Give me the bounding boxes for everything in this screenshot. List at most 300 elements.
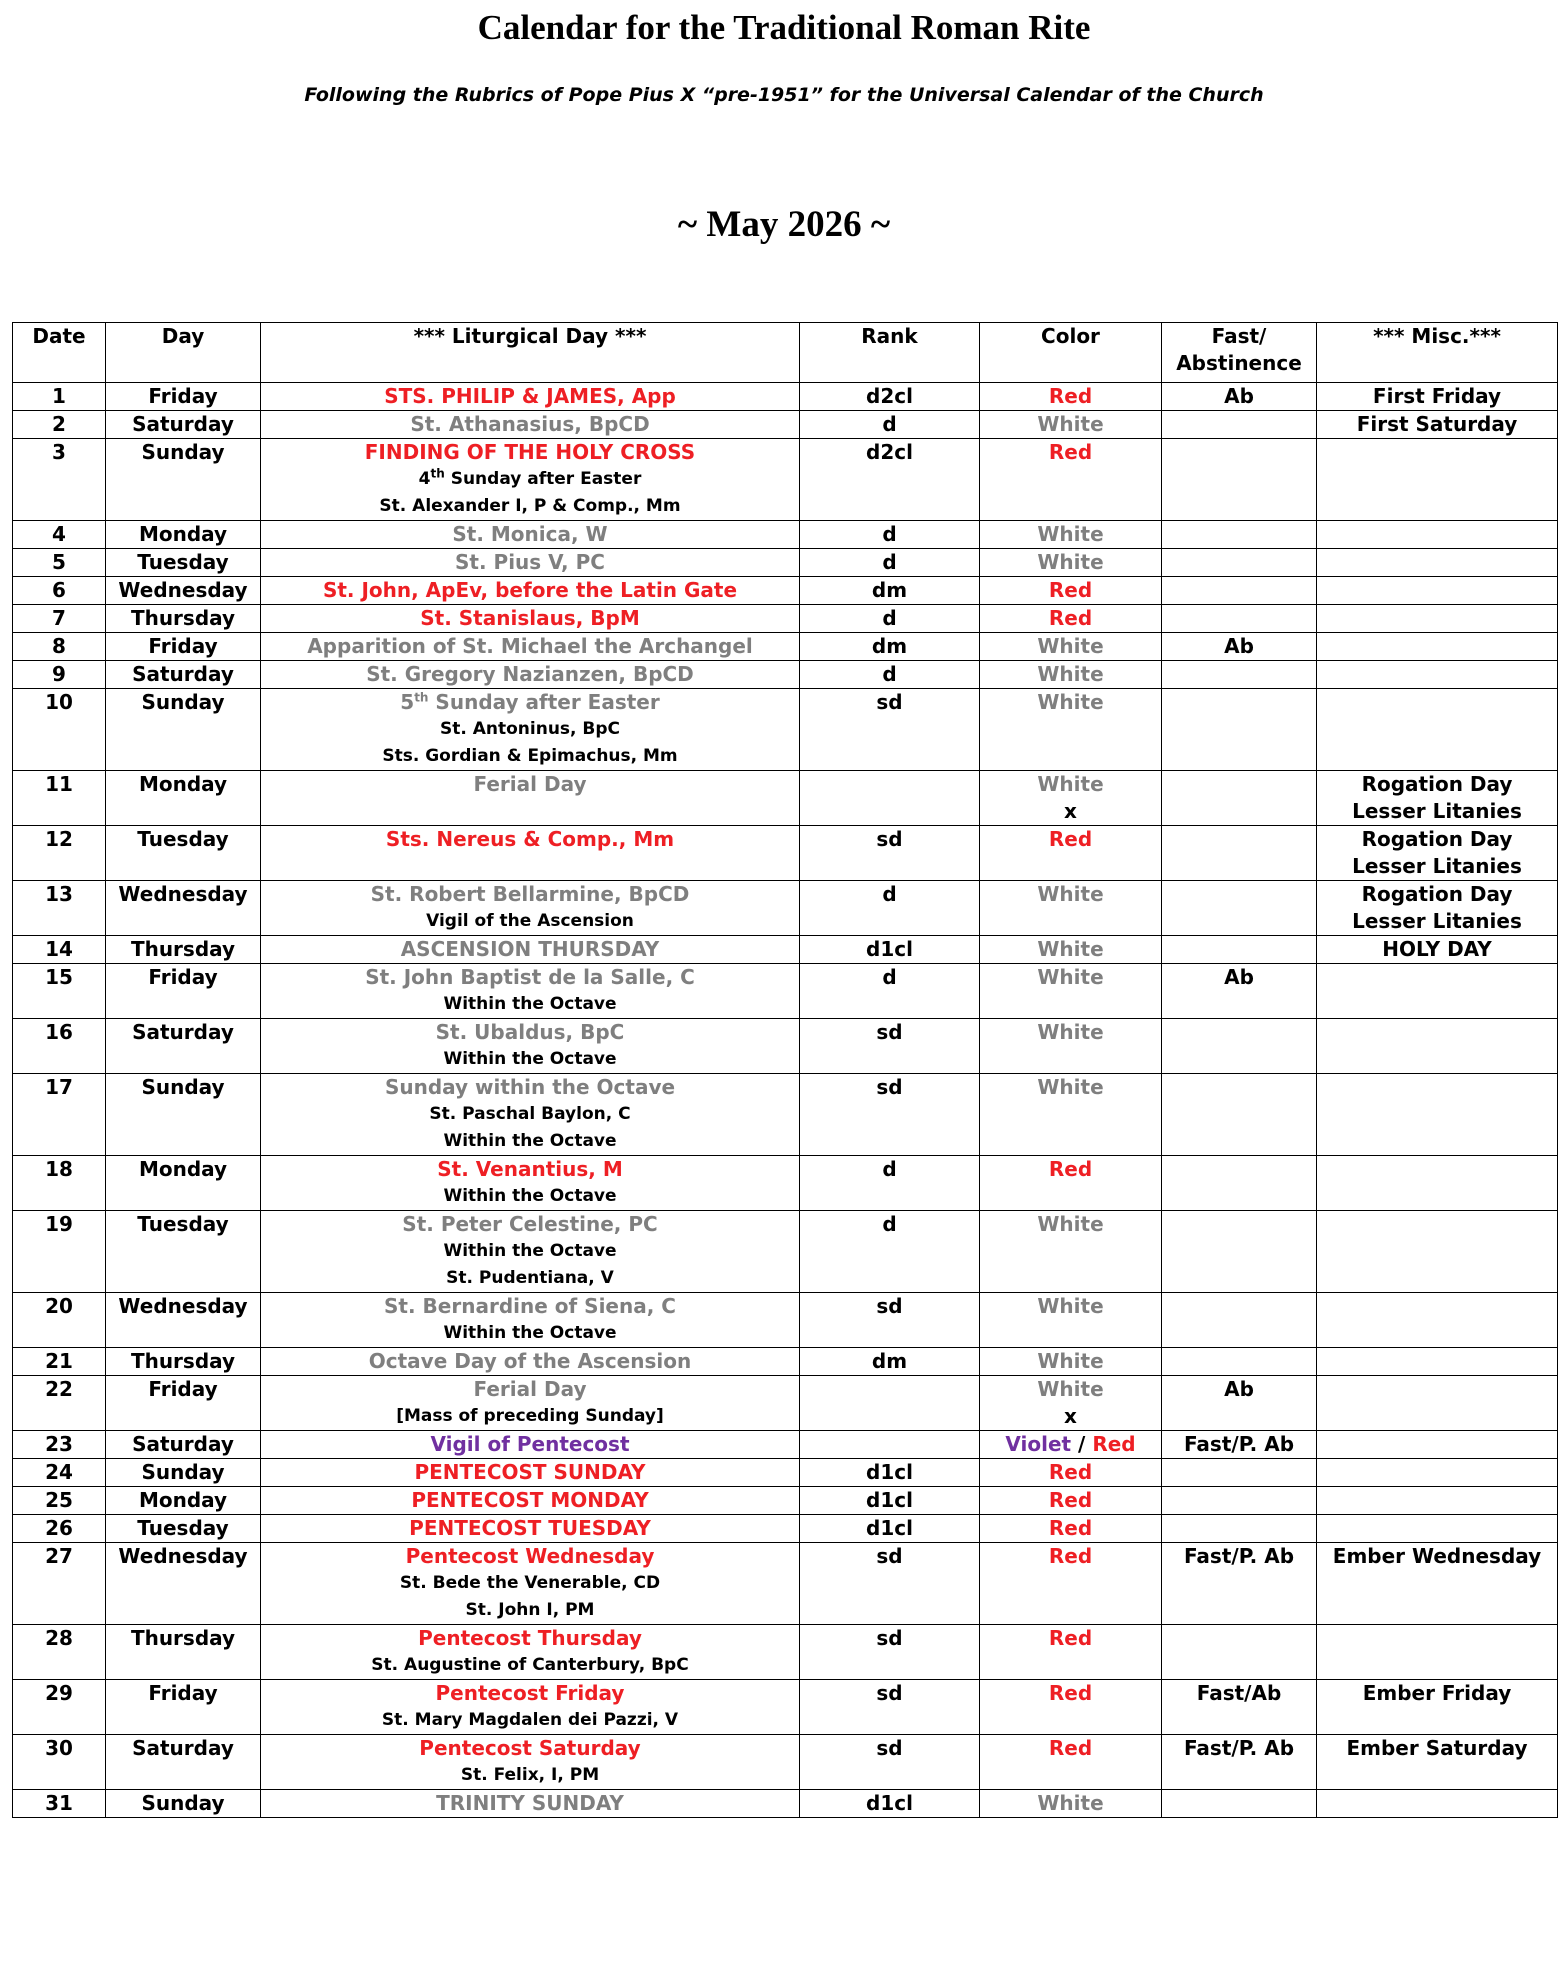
color-line: x <box>1064 799 1077 823</box>
cell-day: Wednesday <box>106 577 261 605</box>
cell-misc <box>1317 1543 1558 1625</box>
cell-date: 14 <box>13 936 106 964</box>
table-row <box>13 1487 1558 1515</box>
liturgical-line: Pentecost Saturday <box>419 1736 641 1760</box>
liturgical-line: St. Ubaldus, BpC <box>435 1020 625 1044</box>
color-line: Red <box>1048 1157 1093 1181</box>
cell-day: Saturday <box>106 1735 261 1790</box>
cell-color <box>980 1019 1162 1074</box>
cell-rank: d1cl <box>800 1790 980 1818</box>
cell-fast-abstinence <box>1162 1790 1317 1818</box>
liturgical-line: Within the Octave <box>443 1186 617 1206</box>
cell-day: Saturday <box>106 1431 261 1459</box>
cell-date: 17 <box>13 1074 106 1156</box>
cell-liturgical-day <box>261 881 800 936</box>
cell-fast-abstinence: Ab <box>1162 383 1317 411</box>
cell-liturgical-day <box>261 1431 800 1459</box>
liturgical-line: ASCENSION THURSDAY <box>400 937 660 961</box>
table-row <box>13 1625 1558 1680</box>
cell-day: Monday <box>106 1487 261 1515</box>
color-line: White <box>1037 1212 1104 1236</box>
cell-fast-abstinence <box>1162 936 1317 964</box>
cell-fast-abstinence <box>1162 1487 1317 1515</box>
cell-color <box>980 936 1162 964</box>
cell-misc <box>1317 1211 1558 1293</box>
cell-misc <box>1317 383 1558 411</box>
cell-color <box>980 1293 1162 1348</box>
cell-liturgical-day <box>261 1348 800 1376</box>
liturgical-line: TRINITY SUNDAY <box>436 1791 624 1815</box>
cell-fast-abstinence <box>1162 1459 1317 1487</box>
cell-misc <box>1317 577 1558 605</box>
cell-fast-abstinence <box>1162 1019 1317 1074</box>
table-row <box>13 577 1558 605</box>
liturgical-line: PENTECOST TUESDAY <box>409 1516 651 1540</box>
color-line: Red <box>1048 606 1093 630</box>
table-row <box>13 936 1558 964</box>
page-subtitle: Following the Rubrics of Pope Pius X “pre-1951” for the Universal Calendar of the Church <box>304 84 1264 106</box>
liturgical-line: Within the Octave <box>443 994 617 1014</box>
liturgical-line: St. Bede the Venerable, CD <box>399 1573 661 1593</box>
cell-day: Thursday <box>106 1625 261 1680</box>
liturgical-line: Sts. Gordian & Epimachus, Mm <box>382 746 678 766</box>
cell-liturgical-day <box>261 826 800 881</box>
cell-liturgical-day <box>261 549 800 577</box>
cell-fast-abstinence: Fast/P. Ab <box>1162 1543 1317 1625</box>
cell-color <box>980 521 1162 549</box>
color-line: / <box>1071 1432 1093 1456</box>
liturgical-line: St. Pius V, PC <box>455 550 605 574</box>
liturgical-line: St. Monica, W <box>452 522 608 546</box>
cell-date: 7 <box>13 605 106 633</box>
table-row <box>13 549 1558 577</box>
cell-fast-abstinence <box>1162 826 1317 881</box>
table-row <box>13 661 1558 689</box>
liturgical-line: St. Antoninus, BpC <box>439 719 621 739</box>
cell-date: 18 <box>13 1156 106 1211</box>
cell-misc <box>1317 661 1558 689</box>
cell-fast-abstinence: Fast/P. Ab <box>1162 1735 1317 1790</box>
cell-fast-abstinence: Fast/P. Ab <box>1162 1431 1317 1459</box>
table-row <box>13 1680 1558 1735</box>
liturgical-line: Sts. Nereus & Comp., Mm <box>385 827 675 851</box>
cell-misc <box>1317 1487 1558 1515</box>
cell-fast-abstinence: Ab <box>1162 633 1317 661</box>
liturgical-line: Vigil of Pentecost <box>430 1432 630 1456</box>
table-row <box>13 1293 1558 1348</box>
cell-fast-abstinence <box>1162 1293 1317 1348</box>
liturgical-line: St. Robert Bellarmine, BpCD <box>370 882 690 906</box>
cell-rank: sd <box>800 689 980 771</box>
cell-misc <box>1317 689 1558 771</box>
color-line: Red <box>1048 578 1093 602</box>
color-line: White <box>1037 1349 1104 1373</box>
cell-fast-abstinence <box>1162 661 1317 689</box>
cell-misc <box>1317 439 1558 521</box>
cell-misc <box>1317 411 1558 439</box>
color-line: White <box>1037 1294 1104 1318</box>
liturgical-line: St. Bernardine of Siena, C <box>384 1294 676 1318</box>
header-fast-abstinence: Fast/ Abstinence <box>1162 323 1317 383</box>
cell-liturgical-day <box>261 936 800 964</box>
liturgical-line: Ferial Day <box>473 772 587 796</box>
liturgical-line: Apparition of St. Michael the Archangel <box>307 634 753 658</box>
cell-day: Wednesday <box>106 1293 261 1348</box>
cell-misc <box>1317 1348 1558 1376</box>
cell-misc <box>1317 549 1558 577</box>
cell-date: 4 <box>13 521 106 549</box>
cell-color <box>980 1487 1162 1515</box>
ordinal-suffix: th <box>430 466 445 481</box>
cell-day: Saturday <box>106 1019 261 1074</box>
cell-liturgical-day <box>261 1376 800 1431</box>
color-line: Red <box>1092 1432 1136 1456</box>
table-row <box>13 1790 1558 1818</box>
cell-color <box>980 1074 1162 1156</box>
table-row <box>13 633 1558 661</box>
header-rank: Rank <box>800 323 980 383</box>
color-line: White <box>1037 1075 1104 1099</box>
cell-rank <box>800 1376 980 1431</box>
table-row <box>13 1074 1558 1156</box>
cell-fast-abstinence <box>1162 605 1317 633</box>
table-row <box>13 1431 1558 1459</box>
cell-day: Monday <box>106 521 261 549</box>
color-line: Red <box>1048 1460 1093 1484</box>
table-row <box>13 771 1558 826</box>
cell-rank <box>800 1431 980 1459</box>
cell-liturgical-day <box>261 689 800 771</box>
misc-line: Lesser Litanies <box>1352 799 1522 823</box>
liturgical-line: St. Pudentiana, V <box>446 1268 614 1288</box>
cell-liturgical-day <box>261 1543 800 1625</box>
liturgical-line: St. Peter Celestine, PC <box>402 1212 658 1236</box>
cell-rank: dm <box>800 633 980 661</box>
liturgical-line: St. Augustine of Canterbury, BpC <box>371 1655 689 1675</box>
cell-fast-abstinence <box>1162 1211 1317 1293</box>
cell-rank: sd <box>800 1543 980 1625</box>
cell-liturgical-day <box>261 1156 800 1211</box>
liturgical-line: FINDING OF THE HOLY CROSS <box>364 440 696 464</box>
cell-liturgical-day <box>261 1625 800 1680</box>
color-line: White <box>1037 662 1104 686</box>
liturgical-line: St. Athanasius, BpCD <box>410 412 650 436</box>
page-title: Calendar for the Traditional Roman Rite <box>477 8 1091 47</box>
table-row <box>13 1735 1558 1790</box>
cell-misc <box>1317 1019 1558 1074</box>
cell-day: Sunday <box>106 689 261 771</box>
cell-color <box>980 549 1162 577</box>
cell-color <box>980 411 1162 439</box>
liturgical-line: Octave Day of the Ascension <box>368 1349 692 1373</box>
cell-color <box>980 1625 1162 1680</box>
cell-misc <box>1317 1156 1558 1211</box>
cell-liturgical-day <box>261 1487 800 1515</box>
color-line: White <box>1037 965 1104 989</box>
cell-day: Thursday <box>106 1348 261 1376</box>
misc-line: Rogation Day <box>1361 827 1513 851</box>
cell-liturgical-day <box>261 1735 800 1790</box>
misc-line: Rogation Day <box>1361 882 1513 906</box>
cell-misc <box>1317 1790 1558 1818</box>
color-line: Red <box>1048 384 1093 408</box>
cell-color <box>980 605 1162 633</box>
cell-date: 20 <box>13 1293 106 1348</box>
cell-color <box>980 1431 1162 1459</box>
cell-rank <box>800 771 980 826</box>
cell-date: 6 <box>13 577 106 605</box>
cell-color <box>980 1376 1162 1431</box>
cell-misc <box>1317 964 1558 1019</box>
cell-day: Monday <box>106 1156 261 1211</box>
cell-rank: d <box>800 549 980 577</box>
cell-fast-abstinence <box>1162 521 1317 549</box>
cell-liturgical-day <box>261 1515 800 1543</box>
cell-date: 5 <box>13 549 106 577</box>
color-line: White <box>1037 690 1104 714</box>
liturgical-line: Within the Octave <box>443 1131 617 1151</box>
cell-liturgical-day <box>261 383 800 411</box>
cell-date: 3 <box>13 439 106 521</box>
cell-date: 28 <box>13 1625 106 1680</box>
cell-day: Sunday <box>106 1790 261 1818</box>
cell-date: 31 <box>13 1790 106 1818</box>
cell-date: 25 <box>13 1487 106 1515</box>
cell-day: Tuesday <box>106 549 261 577</box>
misc-line: Lesser Litanies <box>1352 909 1522 933</box>
cell-rank: d <box>800 1156 980 1211</box>
misc-line: First Friday <box>1372 384 1502 408</box>
cell-liturgical-day <box>261 1459 800 1487</box>
cell-color <box>980 1156 1162 1211</box>
table-row <box>13 605 1558 633</box>
cell-liturgical-day <box>261 1680 800 1735</box>
table-row <box>13 439 1558 521</box>
color-line: White <box>1037 1791 1104 1815</box>
calendar-table <box>12 322 1558 1818</box>
cell-fast-abstinence <box>1162 549 1317 577</box>
cell-fast-abstinence: Ab <box>1162 1376 1317 1431</box>
cell-color <box>980 689 1162 771</box>
cell-rank: d <box>800 605 980 633</box>
cell-liturgical-day <box>261 1074 800 1156</box>
header-day: Day <box>106 323 261 383</box>
misc-line: First Saturday <box>1356 412 1518 436</box>
cell-rank: d <box>800 1211 980 1293</box>
header-date: Date <box>13 323 106 383</box>
color-line: White <box>1037 550 1104 574</box>
table-header-row <box>13 323 1558 383</box>
cell-rank: d1cl <box>800 1515 980 1543</box>
liturgical-line: 5th Sunday after Easter <box>400 690 660 714</box>
color-line: White <box>1037 1020 1104 1044</box>
cell-misc <box>1317 771 1558 826</box>
liturgical-line: Pentecost Wednesday <box>405 1544 655 1568</box>
liturgical-line: St. Paschal Baylon, C <box>429 1104 631 1124</box>
cell-date: 22 <box>13 1376 106 1431</box>
cell-date: 23 <box>13 1431 106 1459</box>
cell-color <box>980 964 1162 1019</box>
cell-color <box>980 1515 1162 1543</box>
cell-rank: dm <box>800 1348 980 1376</box>
cell-fast-abstinence: Ab <box>1162 964 1317 1019</box>
cell-date: 26 <box>13 1515 106 1543</box>
misc-line: Rogation Day <box>1361 772 1513 796</box>
cell-rank: d <box>800 521 980 549</box>
cell-misc <box>1317 1625 1558 1680</box>
cell-liturgical-day <box>261 439 800 521</box>
cell-liturgical-day <box>261 1019 800 1074</box>
cell-liturgical-day <box>261 633 800 661</box>
cell-color <box>980 1735 1162 1790</box>
cell-day: Thursday <box>106 605 261 633</box>
cell-fast-abstinence <box>1162 411 1317 439</box>
cell-rank: d <box>800 964 980 1019</box>
cell-day: Tuesday <box>106 826 261 881</box>
header-liturgical-day: *** Liturgical Day *** <box>261 323 800 383</box>
table-row <box>13 1459 1558 1487</box>
cell-color <box>980 383 1162 411</box>
color-line: x <box>1064 1404 1077 1428</box>
cell-misc <box>1317 1431 1558 1459</box>
liturgical-line: St. Felix, I, PM <box>460 1765 600 1785</box>
color-line: Red <box>1048 1681 1093 1705</box>
table-row <box>13 521 1558 549</box>
cell-date: 19 <box>13 1211 106 1293</box>
cell-rank: d2cl <box>800 383 980 411</box>
cell-fast-abstinence <box>1162 1625 1317 1680</box>
cell-date: 24 <box>13 1459 106 1487</box>
cell-rank: d1cl <box>800 1487 980 1515</box>
cell-day: Tuesday <box>106 1515 261 1543</box>
cell-color <box>980 1348 1162 1376</box>
cell-fast-abstinence: Fast/Ab <box>1162 1680 1317 1735</box>
cell-date: 8 <box>13 633 106 661</box>
cell-rank: d1cl <box>800 1459 980 1487</box>
cell-date: 12 <box>13 826 106 881</box>
cell-rank: sd <box>800 826 980 881</box>
table-row <box>13 1211 1558 1293</box>
cell-liturgical-day <box>261 1790 800 1818</box>
color-line: Red <box>1048 827 1093 851</box>
liturgical-line: St. Mary Magdalen dei Pazzi, V <box>381 1710 679 1730</box>
liturgical-line: Ferial Day <box>473 1377 587 1401</box>
cell-liturgical-day <box>261 1211 800 1293</box>
cell-liturgical-day <box>261 964 800 1019</box>
cell-day: Friday <box>106 383 261 411</box>
liturgical-line: Sunday within the Octave <box>384 1075 676 1099</box>
misc-line: Ember Wednesday <box>1332 1544 1542 1568</box>
cell-fast-abstinence <box>1162 577 1317 605</box>
cell-fast-abstinence <box>1162 771 1317 826</box>
cell-fast-abstinence <box>1162 1515 1317 1543</box>
cell-misc <box>1317 1680 1558 1735</box>
cell-rank: sd <box>800 1293 980 1348</box>
ordinal-suffix: th <box>414 690 429 705</box>
color-line: Red <box>1048 1736 1093 1760</box>
liturgical-line: St. John Baptist de la Salle, C <box>365 965 695 989</box>
calendar-body <box>13 383 1558 1818</box>
table-row <box>13 964 1558 1019</box>
liturgical-line: Within the Octave <box>443 1241 617 1261</box>
month-heading: ~ May 2026 ~ <box>677 204 891 245</box>
color-line: Red <box>1048 1626 1093 1650</box>
liturgical-line: St. John, ApEv, before the Latin Gate <box>322 578 738 602</box>
cell-rank: sd <box>800 1735 980 1790</box>
cell-liturgical-day <box>261 661 800 689</box>
table-row <box>13 826 1558 881</box>
cell-day: Saturday <box>106 661 261 689</box>
color-line: Red <box>1048 1544 1093 1568</box>
color-line: White <box>1037 522 1104 546</box>
table-row <box>13 1543 1558 1625</box>
cell-color <box>980 826 1162 881</box>
cell-day: Friday <box>106 633 261 661</box>
cell-liturgical-day <box>261 521 800 549</box>
color-line: Red <box>1048 1488 1093 1512</box>
liturgical-line: Pentecost Friday <box>435 1681 625 1705</box>
cell-color <box>980 1543 1162 1625</box>
table-row <box>13 1019 1558 1074</box>
liturgical-line: [Mass of preceding Sunday] <box>396 1406 664 1426</box>
cell-color <box>980 1680 1162 1735</box>
liturgical-line: St. Gregory Nazianzen, BpCD <box>366 662 694 686</box>
cell-fast-abstinence <box>1162 1074 1317 1156</box>
cell-day: Saturday <box>106 411 261 439</box>
cell-date: 10 <box>13 689 106 771</box>
table-row <box>13 383 1558 411</box>
cell-misc <box>1317 521 1558 549</box>
cell-misc <box>1317 1459 1558 1487</box>
liturgical-line: 4th Sunday after Easter <box>418 466 642 489</box>
color-line: Violet <box>1005 1432 1072 1456</box>
cell-date: 9 <box>13 661 106 689</box>
cell-misc <box>1317 881 1558 936</box>
color-line: Red <box>1048 440 1093 464</box>
cell-misc <box>1317 1735 1558 1790</box>
cell-day: Sunday <box>106 439 261 521</box>
cell-day: Tuesday <box>106 1211 261 1293</box>
table-row <box>13 1376 1558 1431</box>
cell-color <box>980 1790 1162 1818</box>
liturgical-line: St. Alexander I, P & Comp., Mm <box>379 496 681 516</box>
liturgical-line: Within the Octave <box>443 1049 617 1069</box>
color-line: White <box>1037 882 1104 906</box>
cell-date: 27 <box>13 1543 106 1625</box>
cell-date: 2 <box>13 411 106 439</box>
cell-color <box>980 1459 1162 1487</box>
liturgical-line: PENTECOST SUNDAY <box>414 1460 646 1484</box>
cell-fast-abstinence <box>1162 1156 1317 1211</box>
misc-line: Ember Friday <box>1362 1681 1512 1705</box>
liturgical-line: St. Stanislaus, BpM <box>420 606 640 630</box>
liturgical-line: St. Venantius, M <box>437 1157 623 1181</box>
cell-misc <box>1317 605 1558 633</box>
color-line: White <box>1037 412 1104 436</box>
cell-misc <box>1317 1515 1558 1543</box>
cell-rank: sd <box>800 1019 980 1074</box>
liturgical-line: Within the Octave <box>443 1323 617 1343</box>
cell-day: Sunday <box>106 1459 261 1487</box>
table-row <box>13 1515 1558 1543</box>
cell-fast-abstinence <box>1162 689 1317 771</box>
table-row <box>13 689 1558 771</box>
cell-rank: d2cl <box>800 439 980 521</box>
cell-misc <box>1317 1293 1558 1348</box>
cell-liturgical-day <box>261 577 800 605</box>
cell-rank: dm <box>800 577 980 605</box>
cell-misc <box>1317 1376 1558 1431</box>
